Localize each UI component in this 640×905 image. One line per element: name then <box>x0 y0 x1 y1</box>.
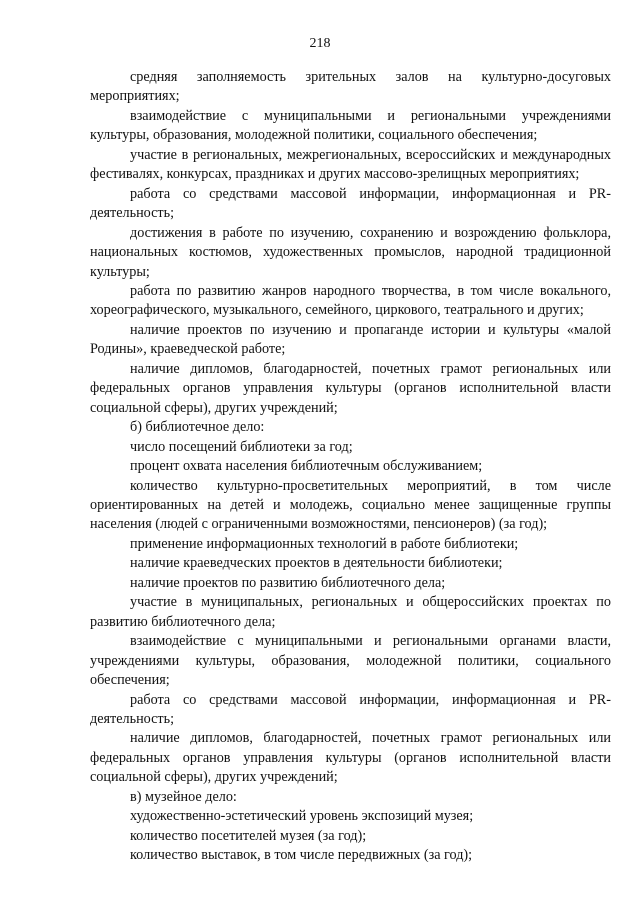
paragraph: взаимодействие с муниципальными и региональными учреждениями культуры, образования, молодежной политики, социального обеспечения; <box>90 107 611 144</box>
paragraph: работа со средствами массовой информации, информационная и PR-деятельность; <box>90 691 611 727</box>
paragraph: количество культурно-просветительных мероприятий, в том числе ориентированных на детей и молодежь, социально менее защищенные группы населения (людей с ограниченными возможностями, пенсионеров) (за год); <box>90 477 611 533</box>
paragraph: наличие проектов по изучению и пропаганде истории и культуры «малой Родины», краеведческой работе; <box>90 321 611 358</box>
paragraph: средняя заполняемость зрительных залов на культурно-досуговых мероприятиях; <box>90 69 611 105</box>
paragraph: применение информационных технологий в работе библиотеки; <box>130 535 519 552</box>
paragraph: количество посетителей музея (за год); <box>130 827 367 844</box>
paragraph: участие в региональных, межрегиональных, всероссийских и международных фестивалях, конкурсах, праздниках и других массово-зрелищных мероприятиях; <box>90 146 611 183</box>
section-heading-library: б) библиотечное дело: <box>130 419 265 436</box>
paragraph: наличие проектов по развитию библиотечного дела; <box>130 574 446 591</box>
paragraph: художественно-эстетический уровень экспозиций музея; <box>130 808 474 825</box>
paragraph: число посещений библиотеки за год; <box>130 438 353 455</box>
paragraph: наличие дипломов, благодарностей, почетных грамот региональных или федеральных органов управления культуры (органов исполнительной власти социальной сферы), других учреждений; <box>90 730 611 786</box>
page-number: 218 <box>309 36 331 51</box>
paragraph: количество выставок, в том числе передвижных (за год); <box>130 847 473 864</box>
paragraph: участие в муниципальных, региональных и общероссийских проектах по развитию библиотечного дела; <box>90 594 611 630</box>
paragraph: наличие дипломов, благодарностей, почетных грамот региональных или федеральных органов управления культуры (органов исполнительной власти социальной сферы), других учреждений; <box>90 360 611 416</box>
paragraph: работа по развитию жанров народного творчества, в том числе вокального, хореографического, музыкального, семейного, циркового, театрального и других; <box>90 282 611 319</box>
paragraph: взаимодействие с муниципальными и региональными органами власти, учреждениями культуры, образования, молодежной политики, социального обеспечения; <box>90 633 611 689</box>
paragraph: наличие краеведческих проектов в деятельности библиотеки; <box>130 555 503 572</box>
paragraph: процент охвата населения библиотечным обслуживанием; <box>130 458 483 475</box>
paragraph: достижения в работе по изучению, сохранению и возрождению фольклора, национальных костюмов, художественных промыслов, народной традиционной культуры; <box>90 224 611 280</box>
section-heading-museum: в) музейное дело: <box>130 788 237 805</box>
paragraph: работа со средствами массовой информации, информационная и PR-деятельность; <box>90 185 611 222</box>
document-body <box>90 68 611 866</box>
